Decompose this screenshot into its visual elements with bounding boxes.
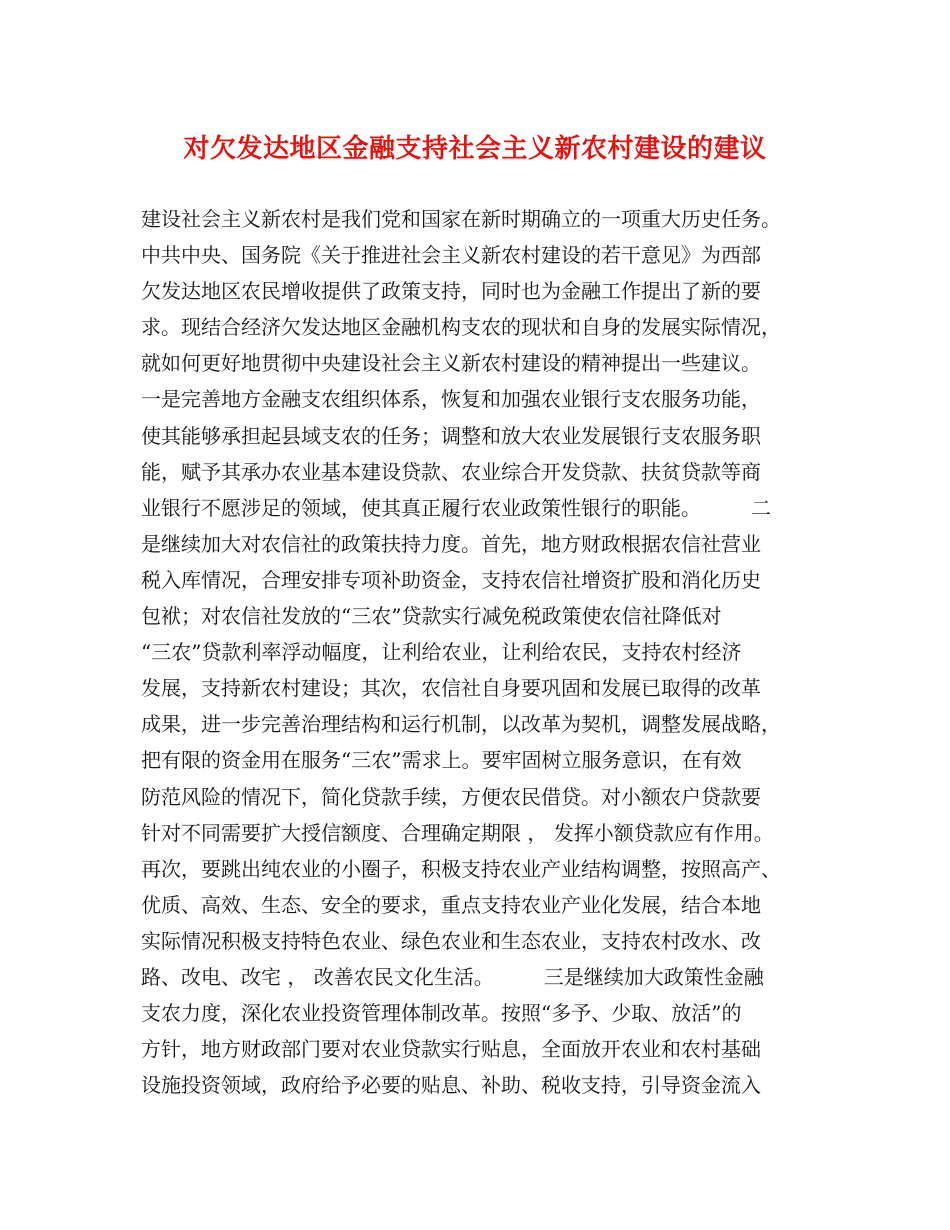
body-line: 税入库情况，合理安排专项补助资金，支持农信社增资扩股和消化历史: [141, 567, 761, 592]
body-line: 路、改电、改宅 ， 改善农民文化生活。 三是继续加大政策性金融: [141, 964, 764, 989]
body-line: 求。现结合经济欠发达地区金融机构支农的现状和自身的发展实际情况，: [141, 315, 781, 340]
body-line: 包袱；对农信社发放的“三农”贷款实行减免税政策使农信社降低对: [141, 604, 722, 629]
body-line: 一是完善地方金融支农组织体系，恢复和加强农业银行支农服务功能，: [141, 387, 761, 412]
body-line: 业银行不愿涉足的领域，使其真正履行农业政策性银行的职能。 二: [141, 495, 771, 520]
body-line: “三农”贷款利率浮动幅度，让利给农业，让利给农民，支持农村经济: [141, 640, 742, 665]
body-line: 中共中央、国务院《关于推进社会主义新农村建设的若干意见》为西部: [141, 243, 761, 268]
body-line: 设施投资领域，政府给予必要的贴息、补助、税收支持，引导资金流入: [141, 1073, 761, 1098]
body-line: 就如何更好地贯彻中央建设社会主义新农村建设的精神提出一些建议。: [141, 351, 761, 376]
body-line: 使其能够承担起县域支农的任务；调整和放大农业发展银行支农服务职: [141, 423, 761, 448]
body-line: 针对不同需要扩大授信额度、合理确定期限 ， 发挥小额贷款应有作用。: [141, 820, 774, 845]
body-line: 能，赋予其承办农业基本建设贷款、农业综合开发贷款、扶贫贷款等商: [141, 459, 761, 484]
document-title: 对欠发达地区金融支持社会主义新农村建设的建议: [183, 134, 767, 164]
body-line: 防范风险的情况下，简化贷款手续，方便农民借贷。对小额农户贷款要: [141, 784, 761, 809]
body-line: 支农力度，深化农业投资管理体制改革。按照“多予、少取、放活”的: [141, 1001, 742, 1026]
body-line: 成果，进一步完善治理结构和运行机制，以改革为契机，调整发展战略，: [141, 712, 781, 737]
body-line: 实际情况积极支持特色农业、绿色农业和生态农业，支持农村改水、改: [141, 928, 761, 953]
body-line: 把有限的资金用在服务“三农”需求上。要牢固树立服务意识，在有效: [141, 748, 742, 773]
document-body: [141, 201, 831, 1103]
body-line: 再次，要跳出纯农业的小圈子，积极支持农业产业结构调整，按照高产、: [141, 856, 781, 881]
body-line: 方针，地方财政部门要对农业贷款实行贴息，全面放开农业和农村基础: [141, 1037, 761, 1062]
body-line: 是继续加大对农信社的政策扶持力度。首先，地方财政根据农信社营业: [141, 531, 761, 556]
body-line: 欠发达地区农民增收提供了政策支持，同时也为金融工作提出了新的要: [141, 279, 761, 304]
body-line: 发展，支持新农村建设；其次，农信社自身要巩固和发展已取得的改革: [141, 676, 761, 701]
body-line: 建设社会主义新农村是我们党和国家在新时期确立的一项重大历史任务。: [141, 207, 781, 231]
body-line: 优质、高效、生态、安全的要求，重点支持农业产业化发展，结合本地: [141, 892, 761, 917]
